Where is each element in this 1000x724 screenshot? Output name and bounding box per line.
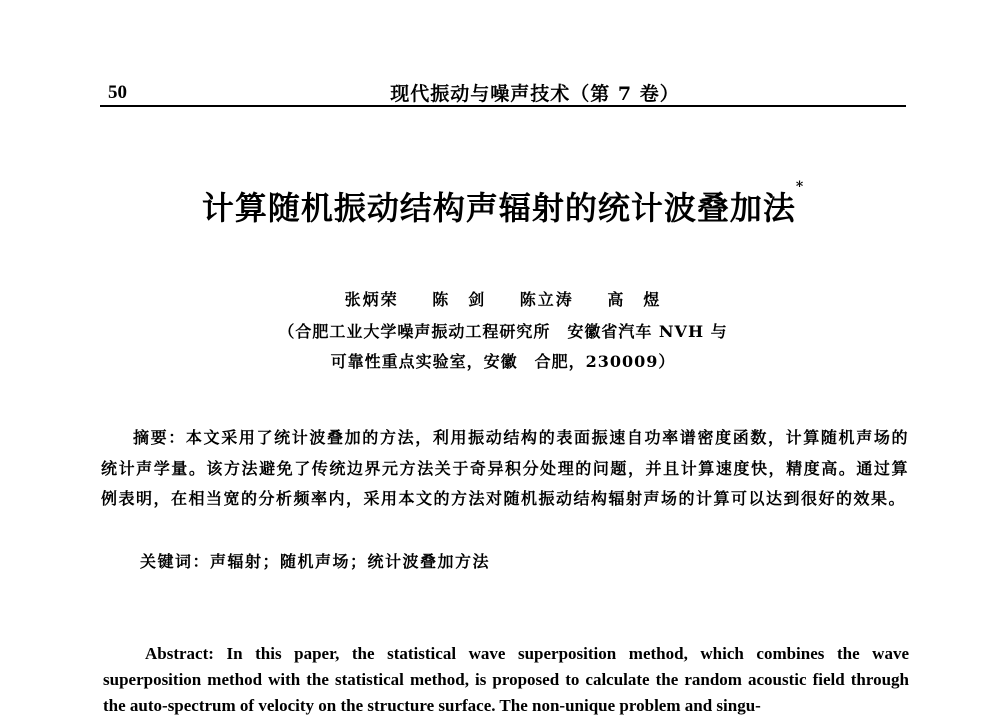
- keywords-cn: [140, 549, 490, 572]
- keywords-cn-text: 声辐射；随机声场；统计波叠加方法: [210, 552, 491, 571]
- abstract-cn: [101, 423, 909, 515]
- abstract-en-text: In this paper, the statistical wave superposition method, which combines the wave superposition method with the statistical method, is proposed to calculate the random acoustic field through the auto-spectrum of velocity on the structure surface. The non-unique problem and singu-: [103, 644, 909, 715]
- abstract-en-separator: :: [208, 644, 227, 663]
- page-number: 50: [108, 82, 127, 103]
- abstract-cn-label: 摘要：: [133, 428, 186, 447]
- author-name: 陈 剑: [432, 290, 487, 309]
- author-list: [100, 287, 906, 310]
- keywords-cn-label: 关键词：: [140, 552, 211, 571]
- author-name: 高 煜: [607, 290, 662, 309]
- title-footnote-mark: *: [795, 179, 805, 195]
- abstract-en: [103, 641, 909, 719]
- author-name: 张炳荣: [344, 290, 399, 309]
- running-header: 现代振动与噪声技术（第 7 卷）: [390, 83, 680, 105]
- affiliation-line-1: （合肥工业大学噪声振动工程研究所 安徽省汽车 NVH 与: [278, 322, 728, 341]
- paper-title-text: 计算随机振动结构声辐射的统计波叠加法: [201, 189, 796, 227]
- abstract-en-label: Abstract: [145, 644, 209, 663]
- paper-title: [100, 179, 906, 229]
- header-rule: [100, 105, 906, 107]
- abstract-cn-text: 本文采用了统计波叠加的方法，利用振动结构的表面振速自功率谱密度函数，计算随机声场的统计声学量。该方法避免了传统边界元方法关于奇异积分处理的问题，并且计算速度快，精度高。通过算例表明，在相当宽的分析频率内，采用本文的方法对随机振动结构辐射声场的计算可以达到很好的效果。: [101, 428, 909, 508]
- affiliation-line-2: 可靠性重点实验室，安徽 合肥，230009）: [330, 352, 676, 371]
- author-name: 陈立涛: [519, 290, 574, 309]
